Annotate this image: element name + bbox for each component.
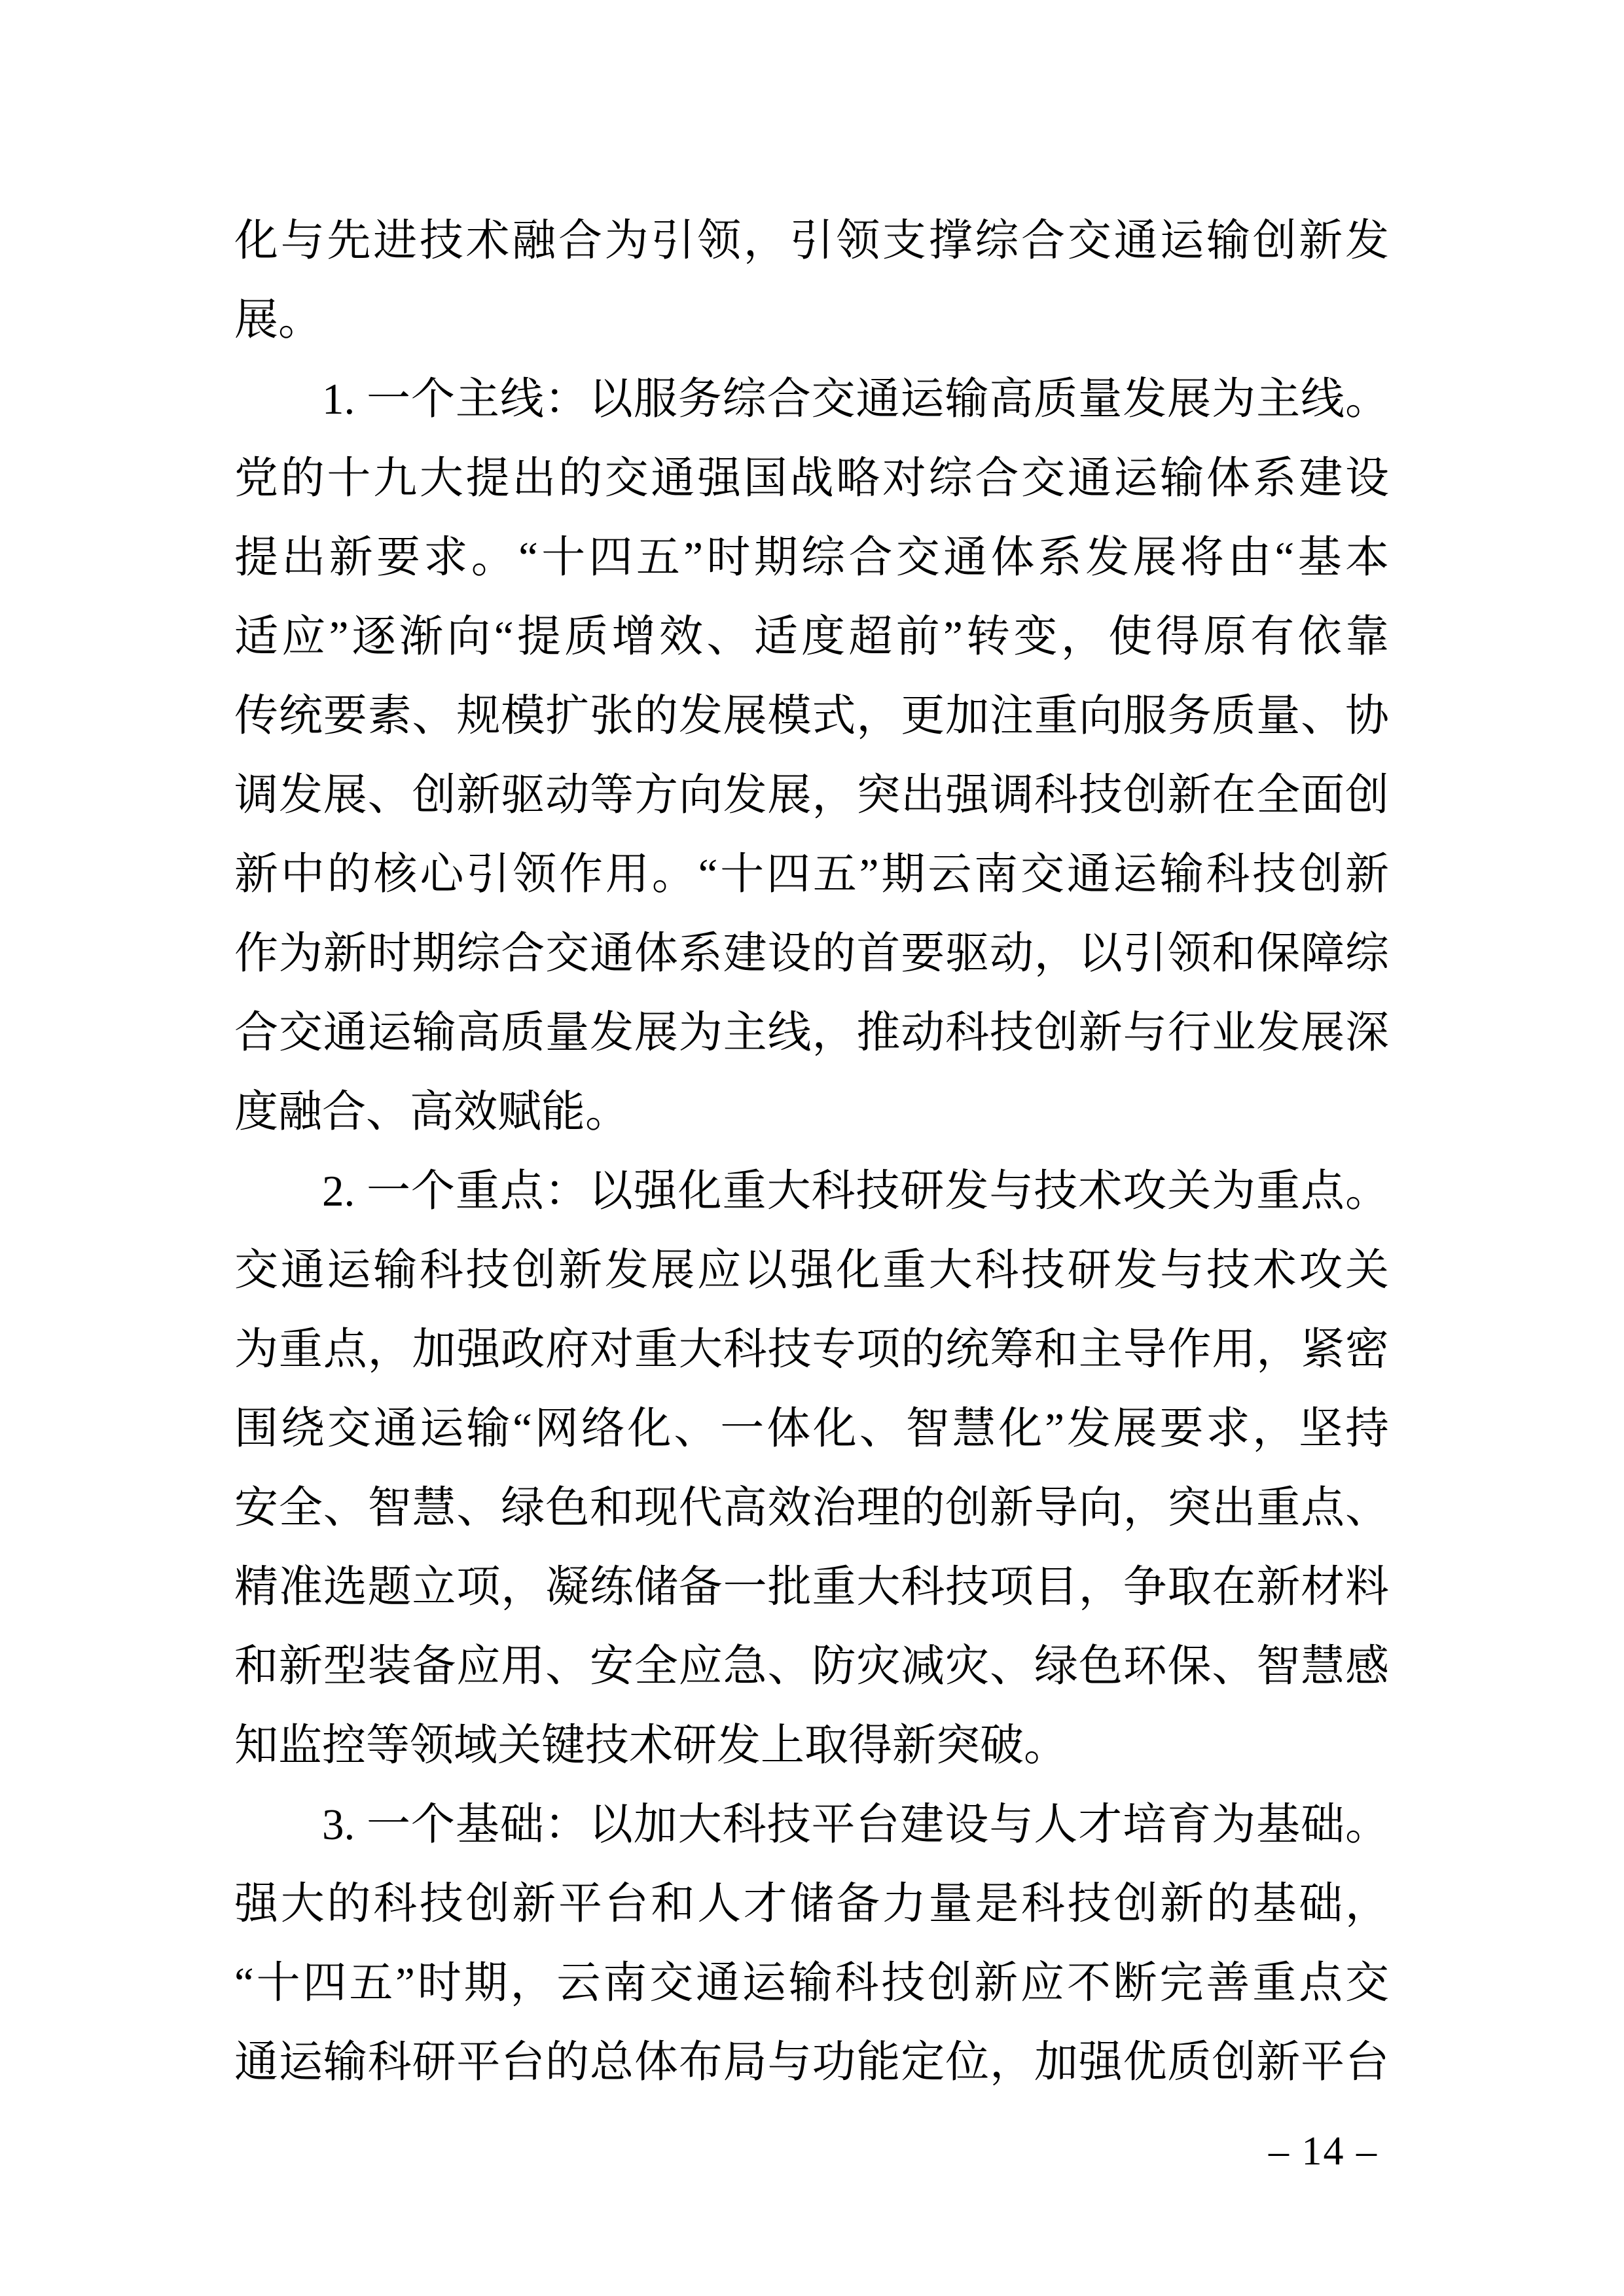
text-line: 交通运输科技创新发展应以强化重大科技研发与技术攻关	[234, 1246, 1389, 1295]
text-line: 强大的科技创新平台和人才储备力量是科技创新的基础，	[234, 1880, 1389, 1928]
document-body	[234, 202, 1389, 2102]
text-line: 传统要素、规模扩张的发展模式，更加注重向服务质量、协	[234, 692, 1389, 740]
text-line: 合交通运输高质量发展为主线，推动科技创新与行业发展深	[234, 1009, 1389, 1057]
text-line: 3. 一个基础：以加大科技平台建设与人才培育为基础。	[322, 1801, 1389, 1849]
text-line: 化与先进技术融合为引领，引领支撑综合交通运输创新发	[234, 217, 1389, 265]
text-line: 知监控等领域关键技术研发上取得新突破。	[234, 1721, 1068, 1770]
text-line: 精准选题立项，凝练储备一批重大科技项目，争取在新材料	[234, 1563, 1389, 1611]
text-line: 度融合、高效赋能。	[234, 1088, 629, 1136]
text-line: 1. 一个主线：以服务综合交通运输高质量发展为主线。	[322, 375, 1389, 423]
page-number: – 14 –	[1269, 2129, 1378, 2174]
text-line: 2. 一个重点：以强化重大科技研发与技术攻关为重点。	[322, 1167, 1389, 1215]
text-line: 党的十九大提出的交通强国战略对综合交通运输体系建设	[234, 454, 1389, 503]
text-line: 展。	[234, 296, 322, 344]
text-line: “十四五”时期，云南交通运输科技创新应不断完善重点交	[234, 1959, 1389, 2007]
text-line: 为重点，加强政府对重大科技专项的统筹和主导作用，紧密	[234, 1325, 1389, 1374]
text-line: 提出新要求。“十四五”时期综合交通体系发展将由“基本	[234, 533, 1389, 582]
text-line: 通运输科研平台的总体布局与功能定位，加强优质创新平台	[234, 2038, 1389, 2087]
text-line: 作为新时期综合交通体系建设的首要驱动，以引领和保障综	[234, 929, 1389, 978]
text-line: 和新型装备应用、安全应急、防灾减灾、绿色环保、智慧感	[234, 1642, 1389, 1691]
text-line: 围绕交通运输“网络化、一体化、智慧化”发展要求，坚持	[234, 1405, 1389, 1453]
text-line: 调发展、创新驱动等方向发展，突出强调科技创新在全面创	[234, 771, 1389, 819]
text-line: 安全、智慧、绿色和现代高效治理的创新导向，突出重点、	[234, 1484, 1389, 1532]
text-line: 适应”逐渐向“提质增效、适度超前”转变，使得原有依靠	[234, 613, 1389, 661]
text-line: 新中的核心引领作用。“十四五”期云南交通运输科技创新	[234, 850, 1389, 899]
